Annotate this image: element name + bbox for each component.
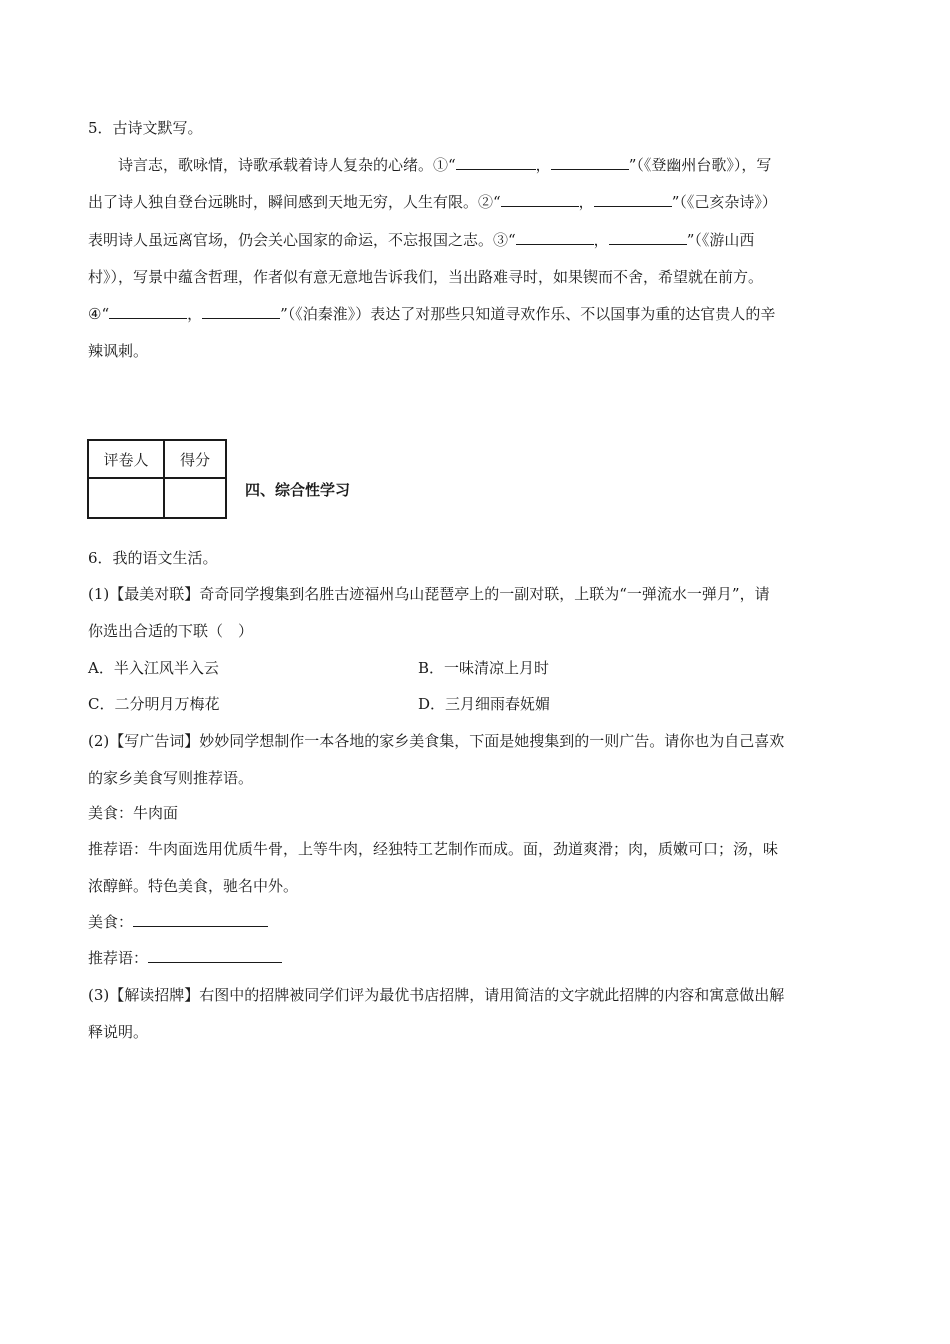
food-example: 美食：牛肉面	[88, 804, 179, 822]
grader-cell[interactable]	[88, 478, 164, 518]
q5-line-6: 辣讽刺。	[88, 342, 149, 360]
q6-part1-line2: 你选出合适的下联（ ）	[88, 622, 254, 640]
answer-blank[interactable]	[551, 155, 629, 170]
answer-blank[interactable]	[202, 304, 280, 319]
q5-heading: 5．古诗文默写。	[88, 119, 203, 137]
recommendation-answer-blank[interactable]	[148, 948, 282, 963]
comma: ，	[187, 305, 203, 323]
q5-text: ”（《游山西	[686, 231, 755, 249]
q6-heading: 6．我的语文生活。	[88, 549, 218, 567]
recommendation-answer-line	[88, 948, 863, 968]
q6-part2-line2: 的家乡美食写则推荐语。	[88, 769, 254, 787]
q6-part2-line1: (2)【写广告词】妙妙同学想制作一本各地的家乡美食集，下面是她搜集到的一则广告。请你也为自己喜欢	[88, 732, 785, 750]
q5-line-1	[118, 155, 893, 175]
answer-blank[interactable]	[516, 230, 594, 245]
recommendation-line1: 推荐语：牛肉面选用优质牛骨，上等牛肉，经独特工艺制作而成。面，劲道爽滑；肉，质嫩可口；汤，味	[88, 840, 779, 858]
food-blank-label: 美食：	[88, 913, 134, 931]
score-cell[interactable]	[164, 478, 226, 518]
option-b[interactable]: B．一味清凉上月时	[418, 659, 550, 677]
comma: ，	[578, 193, 594, 211]
q5-text: ④“	[88, 305, 110, 323]
score-box	[87, 439, 227, 519]
q5-text: 出了诗人独自登台远眺时，瞬间感到天地无穷，人生有限。②“	[88, 193, 501, 211]
food-answer-blank[interactable]	[133, 912, 268, 927]
answer-blank[interactable]	[609, 230, 687, 245]
q5-text: 表明诗人虽远离官场，仍会关心国家的命运，不忘报国之志。③“	[88, 231, 516, 249]
recommendation-line2: 浓醇鲜。特色美食，驰名中外。	[88, 877, 299, 895]
grader-label: 评卷人	[88, 440, 164, 478]
q6-part1-line1: (1)【最美对联】奇奇同学搜集到名胜古迹福州乌山琵琶亭上的一副对联，上联为“一弹流水一弹月”，请	[88, 585, 770, 603]
section-title: 四、综合性学习	[245, 481, 351, 499]
recommendation-blank-label: 推荐语：	[88, 949, 149, 967]
score-label: 得分	[164, 440, 226, 478]
comma: ，	[593, 231, 609, 249]
option-c[interactable]: C．二分明月万梅花	[88, 695, 220, 713]
answer-blank[interactable]	[501, 192, 579, 207]
answer-blank[interactable]	[456, 155, 536, 170]
option-d[interactable]: D．三月细雨春妩媚	[418, 695, 551, 713]
q6-part3-line1: (3)【解读招牌】右图中的招牌被同学们评为最优书店招牌，请用简洁的文字就此招牌的内容和寓意做出解	[88, 986, 785, 1004]
option-a[interactable]: A．半入江风半入云	[88, 659, 219, 677]
q5-text: ”（《己亥杂诗》）	[671, 193, 777, 211]
q5-text: ”（《登幽州台歌》），写	[628, 156, 772, 174]
comma: ，	[535, 156, 551, 174]
q5-line-5	[88, 304, 863, 324]
q6-part3-line2: 释说明。	[88, 1023, 149, 1041]
answer-blank[interactable]	[109, 304, 187, 319]
q5-line-2	[88, 192, 863, 212]
q5-text: 诗言志，歌咏情，诗歌承载着诗人复杂的心绪。①“	[118, 156, 456, 174]
q5-line-3	[88, 230, 863, 250]
q5-line-4: 村》），写景中蕴含哲理，作者似有意无意地告诉我们，当出路难寻时，如果锲而不舍，希望就在前方。	[88, 268, 764, 286]
food-answer-line	[88, 912, 863, 932]
q5-text: ”（《泊秦淮》）表达了对那些只知道寻欢作乐、不以国事为重的达官贵人的辛	[280, 305, 776, 323]
answer-blank[interactable]	[594, 192, 672, 207]
